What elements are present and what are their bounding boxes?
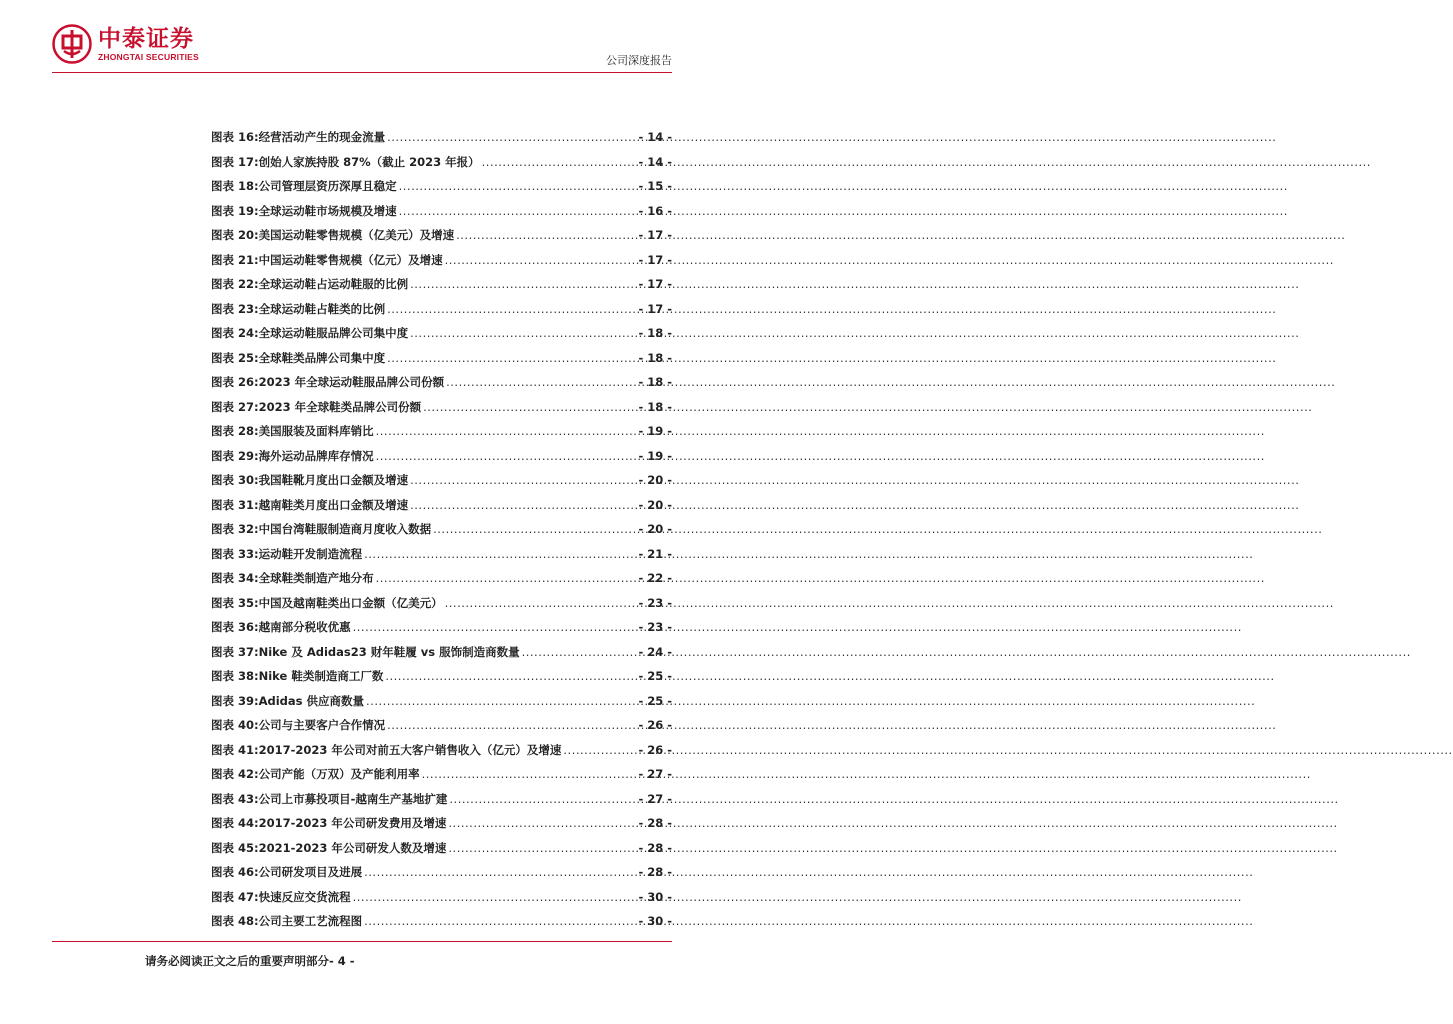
toc-entry-title: 越南鞋类月度出口金额及增速 (258, 497, 409, 512)
toc-entry[interactable] (211, 693, 672, 718)
toc-entry-label: 图表 25: (211, 350, 259, 365)
toc-entry[interactable] (211, 521, 672, 546)
footer-divider (52, 941, 672, 942)
toc-entry[interactable] (211, 178, 672, 203)
table-of-figures (211, 129, 672, 938)
toc-entry-label: 图表 30: (211, 473, 259, 487)
toc-leader-dots (364, 914, 636, 928)
toc-entry[interactable] (211, 423, 672, 448)
toc-entry-title: 运动鞋开发制造流程 (258, 546, 363, 561)
toc-entry-title: 美国运动鞋零售规模（亿美元）及增速 (258, 228, 455, 242)
toc-leader-dots (423, 400, 636, 414)
toc-entry-title: 公司主要工艺流程图 (258, 914, 363, 928)
toc-entry[interactable] (211, 448, 672, 473)
toc-entry-title: 我国鞋靴月度出口金额及增速 (258, 473, 409, 487)
toc-entry-page: - 26 - (638, 718, 672, 732)
toc-entry[interactable] (211, 619, 672, 644)
report-type-label: 公司深度报告 (606, 54, 672, 67)
toc-entry-title: 全球运动鞋服品牌公司集中度 (258, 326, 409, 340)
toc-entry[interactable] (211, 252, 672, 277)
toc-entry-title: 公司产能（万双）及产能利用率 (258, 767, 420, 781)
toc-entry-title: 中国台湾鞋服制造商月度收入数据 (258, 522, 432, 536)
toc-entry-page: - 17 - (638, 252, 672, 267)
toc-entry-label: 图表 36: (211, 620, 259, 634)
toc-leader-dots (482, 155, 637, 169)
toc-entry-page: - 15 - (638, 179, 672, 193)
toc-entry-page: - 22 - (638, 571, 672, 585)
toc-leader-dots (445, 596, 637, 610)
toc-entry[interactable] (211, 717, 672, 742)
toc-leader-dots (410, 498, 636, 512)
toc-leader-dots (448, 841, 636, 855)
toc-entry-label: 图表 27: (211, 399, 259, 414)
toc-entry-label: 图表 28: (211, 424, 259, 438)
toc-entry-title: 美国服装及面料库销比 (258, 424, 374, 438)
toc-entry-page: - 28 - (638, 840, 672, 855)
toc-leader-dots (376, 449, 637, 463)
toc-entry-page: - 28 - (638, 816, 672, 830)
toc-entry[interactable] (211, 840, 672, 865)
toc-entry-page: - 23 - (638, 595, 672, 610)
toc-entry[interactable] (211, 374, 672, 399)
toc-entry-title: 公司研发项目及进展 (258, 865, 363, 879)
toc-leader-dots (410, 326, 636, 340)
toc-entry-label: 图表 37: (211, 644, 259, 659)
toc-leader-dots (410, 277, 636, 291)
toc-entry-title: 创始人家族持股 87%（截止 2023 年报） (258, 154, 480, 169)
toc-entry-label: 图表 20: (211, 228, 259, 242)
toc-entry-label: 图表 41: (211, 742, 259, 757)
toc-entry-page: - 17 - (638, 228, 672, 242)
toc-entry-title: Nike 鞋类制造商工厂数 (258, 669, 384, 683)
toc-entry-label: 图表 26: (211, 375, 259, 389)
toc-leader-dots (399, 204, 637, 218)
toc-entry[interactable] (211, 791, 672, 816)
toc-entry-label: 图表 40: (211, 718, 259, 732)
toc-entry[interactable] (211, 227, 672, 252)
toc-entry[interactable] (211, 399, 672, 424)
toc-entry[interactable] (211, 815, 672, 840)
toc-leader-dots (433, 522, 636, 536)
toc-entry-label: 图表 48: (211, 914, 259, 928)
toc-entry-title: 快速反应交货流程 (258, 889, 351, 904)
toc-entry-page: - 14 - (638, 130, 672, 144)
toc-entry-title: 公司与主要客户合作情况 (258, 718, 386, 732)
toc-entry[interactable] (211, 472, 672, 497)
toc-entry-label: 图表 22: (211, 277, 259, 291)
toc-leader-dots (364, 547, 636, 561)
toc-leader-dots (422, 767, 637, 781)
logo-chinese-name: 中泰证券 (98, 26, 194, 52)
toc-leader-dots (387, 130, 636, 144)
toc-entry[interactable] (211, 913, 672, 938)
toc-leader-dots (387, 718, 636, 732)
page-header (0, 0, 724, 80)
toc-entry-page: - 17 - (638, 277, 672, 291)
toc-entry-title: 2023 年全球鞋类品牌公司份额 (258, 399, 422, 414)
toc-entry-page: - 30 - (638, 914, 672, 928)
toc-entry-title: 全球鞋类品牌公司集中度 (258, 350, 386, 365)
toc-entry-page: - 27 - (638, 767, 672, 781)
toc-entry-title: Adidas 供应商数量 (258, 693, 365, 708)
toc-leader-dots (385, 669, 636, 683)
toc-entry[interactable] (211, 350, 672, 375)
toc-entry-page: - 18 - (638, 350, 672, 365)
toc-entry-title: 越南部分税收优惠 (258, 620, 351, 634)
toc-entry-title: 2021-2023 年公司研发人数及增速 (258, 840, 447, 855)
toc-entry[interactable] (211, 129, 672, 154)
toc-entry-label: 图表 32: (211, 522, 259, 536)
toc-entry-title: 2017-2023 年公司研发费用及增速 (258, 816, 447, 830)
toc-entry-page: - 21 - (638, 546, 672, 561)
toc-entry-label: 图表 31: (211, 497, 259, 512)
toc-entry-label: 图表 16: (211, 130, 259, 144)
toc-entry-page: - 16 - (638, 203, 672, 218)
toc-leader-dots (410, 473, 636, 487)
toc-leader-dots (387, 302, 636, 316)
toc-entry-label: 图表 17: (211, 154, 259, 169)
toc-entry[interactable] (211, 889, 672, 914)
toc-entry-page: - 19 - (638, 424, 672, 438)
zhongtai-logo-icon (52, 24, 92, 64)
toc-entry-page: - 25 - (638, 693, 672, 708)
toc-leader-dots (387, 351, 636, 365)
toc-entry-title: 中国及越南鞋类出口金额（亿美元） (258, 595, 443, 610)
toc-entry-label: 图表 42: (211, 767, 259, 781)
toc-entry[interactable] (211, 864, 672, 889)
toc-entry-label: 图表 33: (211, 546, 259, 561)
toc-leader-dots (563, 743, 636, 757)
toc-entry[interactable] (211, 742, 672, 767)
toc-leader-dots (449, 792, 636, 806)
footer-disclaimer: 请务必阅读正文之后的重要声明部分- 4 - (145, 954, 355, 968)
toc-entry-page: - 28 - (638, 865, 672, 879)
toc-leader-dots (353, 890, 637, 904)
toc-leader-dots (366, 694, 636, 708)
toc-entry[interactable] (211, 668, 672, 693)
toc-entry-title: 全球运动鞋占运动鞋服的比例 (258, 277, 409, 291)
toc-entry[interactable] (211, 595, 672, 620)
toc-entry[interactable] (211, 154, 672, 179)
toc-entry[interactable] (211, 276, 672, 301)
toc-leader-dots (376, 424, 637, 438)
toc-leader-dots (353, 620, 637, 634)
toc-entry[interactable] (211, 301, 672, 326)
toc-entry-page: - 14 - (638, 154, 672, 169)
toc-entry-title: Nike 及 Adidas23 财年鞋履 vs 服饰制造商数量 (258, 644, 520, 659)
toc-leader-dots (456, 228, 636, 242)
toc-entry-page: - 25 - (638, 669, 672, 683)
toc-entry-label: 图表 45: (211, 840, 259, 855)
toc-entry-title: 中国运动鞋零售规模（亿元）及增速 (258, 252, 443, 267)
toc-leader-dots (522, 645, 637, 659)
toc-entry-title: 全球运动鞋市场规模及增速 (258, 203, 397, 218)
toc-leader-dots (376, 571, 637, 585)
toc-entry-page: - 26 - (638, 742, 672, 757)
toc-entry[interactable] (211, 570, 672, 595)
toc-entry-label: 图表 23: (211, 301, 259, 316)
company-logo (52, 24, 199, 64)
toc-entry-title: 全球运动鞋占鞋类的比例 (258, 301, 386, 316)
toc-entry-label: 图表 29: (211, 448, 259, 463)
toc-leader-dots (445, 253, 637, 267)
toc-entry-page: - 27 - (638, 791, 672, 806)
toc-entry-label: 图表 39: (211, 693, 259, 708)
toc-entry-label: 图表 47: (211, 889, 259, 904)
toc-entry-page: - 18 - (638, 326, 672, 340)
toc-entry-label: 图表 43: (211, 791, 259, 806)
toc-entry-page: - 20 - (638, 522, 672, 536)
toc-entry-label: 图表 46: (211, 865, 259, 879)
toc-entry-label: 图表 44: (211, 816, 259, 830)
toc-leader-dots (399, 179, 637, 193)
header-divider (52, 72, 672, 73)
toc-entry-page: - 18 - (638, 399, 672, 414)
toc-entry-label: 图表 38: (211, 669, 259, 683)
toc-entry-title: 2017-2023 年公司对前五大客户销售收入（亿元）及增速 (258, 742, 562, 757)
toc-entry-title: 公司管理层资历深厚且稳定 (258, 179, 397, 193)
toc-entry-title: 公司上市募投项目-越南生产基地扩建 (258, 791, 448, 806)
toc-entry-label: 图表 19: (211, 203, 259, 218)
toc-entry-page: - 20 - (638, 497, 672, 512)
toc-entry[interactable] (211, 203, 672, 228)
toc-leader-dots (448, 816, 636, 830)
toc-entry-page: - 19 - (638, 448, 672, 463)
toc-entry[interactable] (211, 766, 672, 791)
toc-entry[interactable] (211, 497, 672, 522)
toc-entry-title: 经营活动产生的现金流量 (258, 130, 386, 144)
toc-entry[interactable] (211, 644, 672, 669)
toc-entry-title: 2023 年全球运动鞋服品牌公司份额 (258, 375, 445, 389)
toc-entry[interactable] (211, 546, 672, 571)
toc-entry-title: 海外运动品牌库存情况 (258, 448, 374, 463)
toc-entry-page: - 20 - (638, 473, 672, 487)
toc-entry-page: - 23 - (638, 620, 672, 634)
toc-entry-page: - 30 - (638, 889, 672, 904)
toc-entry-title: 全球鞋类制造产地分布 (258, 571, 374, 585)
toc-entry-page: - 18 - (638, 375, 672, 389)
toc-entry-label: 图表 24: (211, 326, 259, 340)
toc-leader-dots (446, 375, 636, 389)
toc-entry-label: 图表 34: (211, 571, 259, 585)
toc-entry-label: 图表 18: (211, 179, 259, 193)
toc-leader-dots (364, 865, 636, 879)
logo-english-name: ZHONGTAI SECURITIES (98, 52, 199, 62)
toc-entry-page: - 24 - (638, 644, 672, 659)
toc-entry-label: 图表 21: (211, 252, 259, 267)
toc-entry[interactable] (211, 325, 672, 350)
toc-entry-page: - 17 - (638, 301, 672, 316)
toc-entry-label: 图表 35: (211, 595, 259, 610)
